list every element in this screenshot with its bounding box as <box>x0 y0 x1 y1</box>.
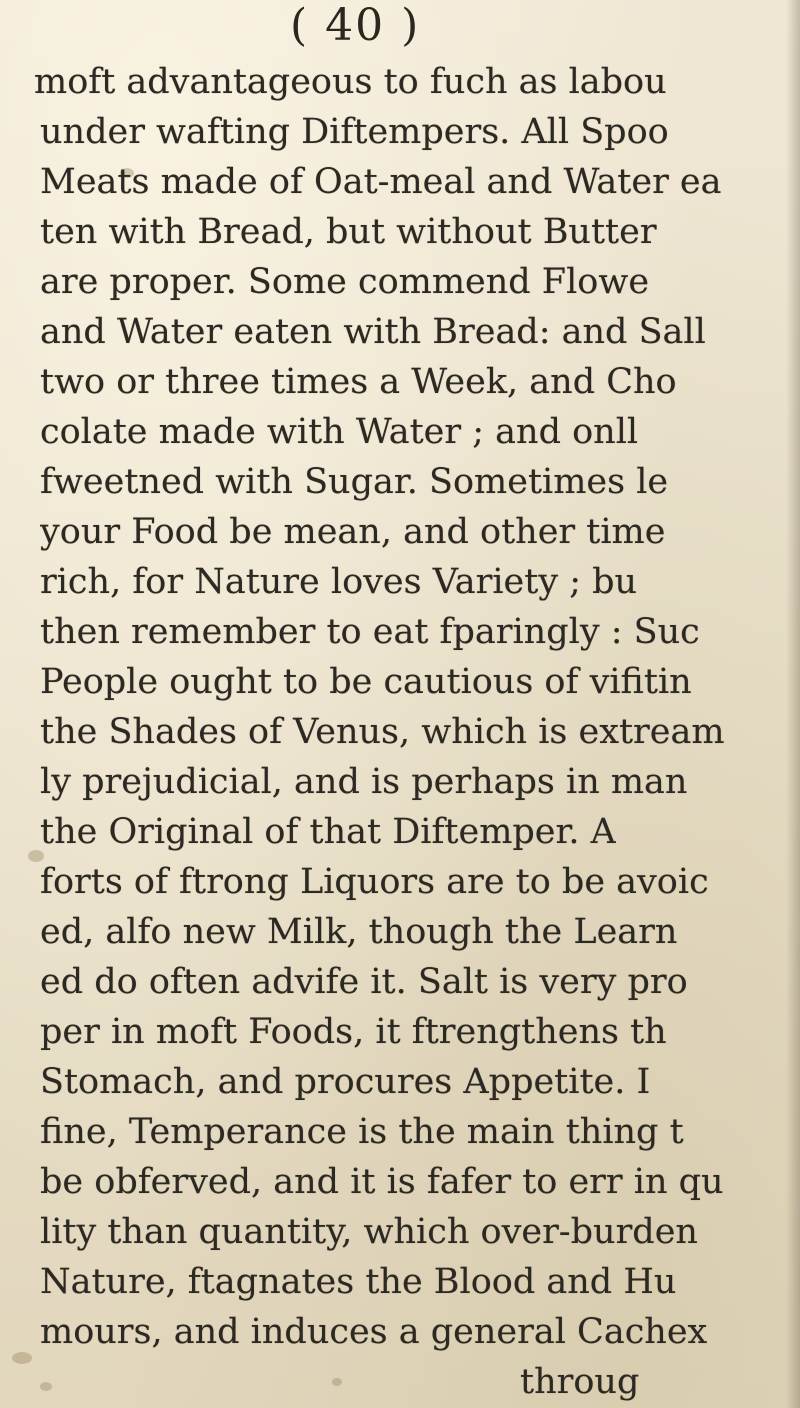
text-line: and Water eaten with Bread: and Sall <box>40 312 706 352</box>
text-line: moft advantageous to fuch as labou <box>34 62 667 102</box>
text-line: the Original of that Diftemper. A <box>40 812 616 852</box>
text-line: are proper. Some commend Flowe <box>40 262 650 302</box>
foxing-spot <box>332 1378 342 1386</box>
text-line: ed, alfo new Milk, though the Learn <box>40 912 678 952</box>
text-line: fweetned with Sugar. Sometimes le <box>40 462 669 502</box>
text-line: throug <box>520 1362 640 1402</box>
text-line: Meats made of Oat-meal and Water ea <box>40 162 722 202</box>
text-line: lity than quantity, which over-burden <box>40 1212 698 1252</box>
text-line: ten with Bread, but without Butter <box>40 212 657 252</box>
text-line: be obferved, and it is fafer to err in qu <box>40 1162 724 1202</box>
text-line: People ought to be cautious of vifitin <box>40 662 692 702</box>
text-line: your Food be mean, and other time <box>40 512 666 552</box>
text-line: two or three times a Week, and Cho <box>40 362 677 402</box>
page-number: ( 40 ) <box>290 0 421 51</box>
foxing-spot <box>40 1382 52 1391</box>
text-line: the Shades of Venus, which is extream <box>40 712 725 752</box>
text-line: ly prejudicial, and is perhaps in man <box>40 762 688 802</box>
text-line: then remember to eat fparingly : Suc <box>40 612 700 652</box>
text-line: forts of ftrong Liquors are to be avoic <box>40 862 709 902</box>
text-line: colate made with Water ; and onll <box>40 412 639 452</box>
text-line: Nature, ftagnates the Blood and Hu <box>40 1262 677 1302</box>
text-line: Stomach, and procures Appetite. I <box>40 1062 651 1102</box>
text-line: rich, for Nature loves Variety ; bu <box>40 562 638 602</box>
text-line: ed do often advife it. Salt is very pro <box>40 962 688 1002</box>
page-edge-shadow <box>786 0 800 1408</box>
text-line: mours, and induces a general Cachex <box>40 1312 708 1352</box>
foxing-spot <box>12 1352 32 1364</box>
text-line: per in moft Foods, it ftrengthens th <box>40 1012 667 1052</box>
text-line: under wafting Diftempers. All Spoo <box>40 112 669 152</box>
text-line: fine, Temperance is the main thing t <box>40 1112 684 1152</box>
